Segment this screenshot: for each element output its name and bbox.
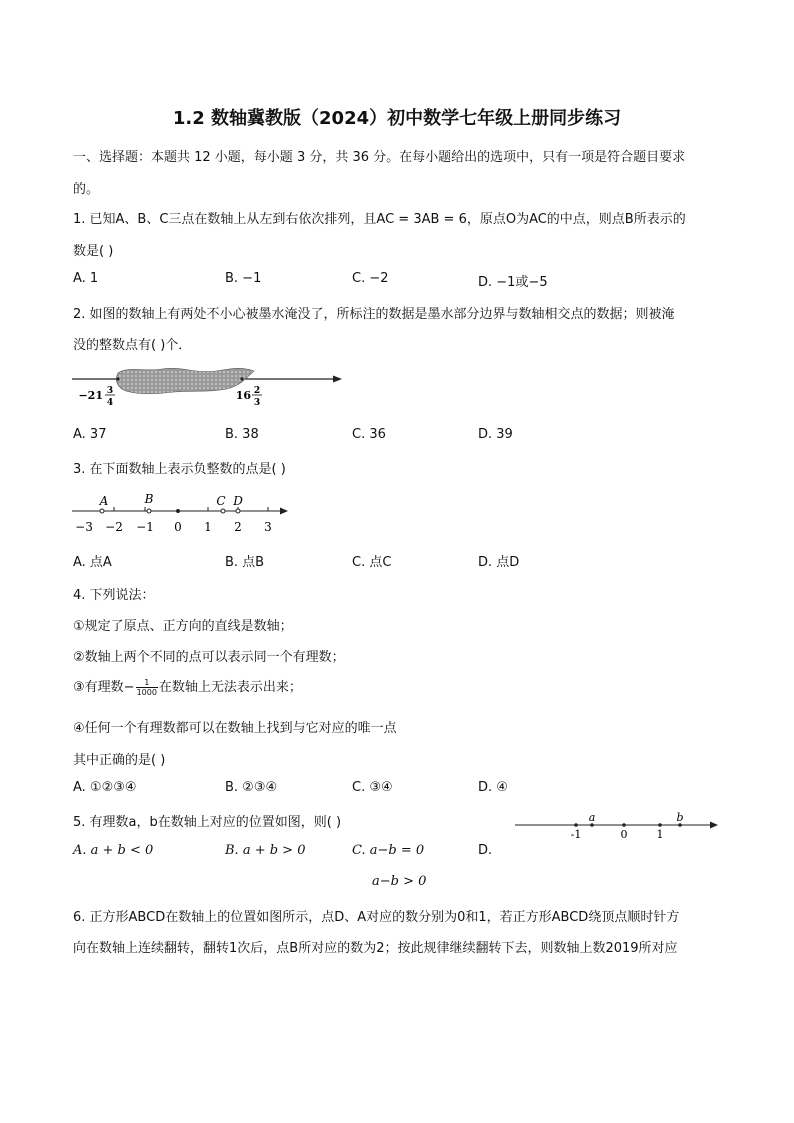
q1-stem-line-2: 数是( ) — [73, 244, 114, 259]
point-a-label: a — [588, 811, 596, 824]
left-label-num: 3 — [106, 386, 114, 396]
point-b-label: B — [144, 492, 154, 506]
q2-option-a[interactable]: A. 37 — [73, 427, 107, 442]
tick-neg1 — [574, 823, 578, 827]
q5-number-line-figure — [512, 810, 724, 842]
tick-label-neg3: −3 — [75, 520, 93, 534]
q2-option-c[interactable]: C. 36 — [352, 427, 386, 442]
left-label-den: 4 — [106, 398, 114, 408]
q3-number-line-figure — [70, 486, 295, 536]
q4-statement-1: ①规定了原点、正方向的直线是数轴； — [73, 619, 293, 634]
q5-option-a[interactable]: A. a + b < 0 — [73, 843, 154, 858]
point-a-label: A — [99, 494, 109, 508]
q6-stem-line-2: 向在数轴上连续翻转，翻转1次后，点B所对应的数为2；按此规律继续翻转下去，则数轴上数2019所对应 — [73, 941, 678, 956]
section-header-line-2: 的。 — [73, 182, 100, 197]
q4-statement-4: ④任何一个有理数都可以在数轴上找到与它对应的唯一点 — [73, 721, 397, 736]
point-d-label: D — [233, 494, 243, 508]
q5-option-d[interactable]: D. — [478, 843, 493, 858]
left-label-whole: −21 — [78, 389, 103, 402]
q5-option-d-text: a−b > 0 — [372, 874, 427, 889]
q1-option-d[interactable]: D. −1或−5 — [478, 275, 548, 290]
tick-label-neg2: −2 — [105, 520, 123, 534]
q4-statement-3 — [73, 676, 302, 697]
origin-point — [176, 509, 180, 513]
q4-option-b[interactable]: B. ②③④ — [225, 780, 278, 795]
right-boundary-point — [240, 377, 243, 380]
tick-label-2: 2 — [234, 520, 242, 534]
ink-blot — [116, 368, 254, 393]
tick-label-3: 3 — [264, 520, 272, 534]
tick-label-1: 1 — [204, 520, 212, 534]
q3-option-d[interactable]: D. 点D — [478, 555, 520, 570]
q2-stem-line-2: 没的整数点有( )个． — [73, 338, 192, 353]
tick-1 — [658, 823, 662, 827]
q2-number-line-figure — [70, 362, 350, 414]
q4-statement-2: ②数轴上两个不同的点可以表示同一个有理数； — [73, 650, 345, 665]
q5-stem-line-1: 5. 有理数a，b在数轴上对应的位置如图，则( ) — [73, 815, 342, 830]
point-a — [100, 509, 104, 513]
right-label-den: 3 — [253, 398, 261, 408]
q4-stem-line-1: 4. 下列说法： — [73, 588, 155, 603]
q1-option-a[interactable]: A. 1 — [73, 271, 99, 286]
fraction-one-thousandth: $\frac{1}{1000}$ — [136, 678, 157, 697]
q2-option-b[interactable]: B. 38 — [225, 427, 259, 442]
q1-stem-line-1: 1. 已知A、B、C三点在数轴上从左到右依次排列，且AC = 3AB = 6，原点O为AC的中点，则点B所表示的 — [73, 212, 686, 227]
tick-label-1: 1 — [656, 828, 664, 841]
tick-label-neg1: −1 — [136, 520, 154, 534]
q5-option-c[interactable]: C. a−b = 0 — [352, 843, 425, 858]
tick-label-0: 0 — [620, 828, 628, 841]
q2-stem-line-1: 2. 如图的数轴上有两处不小心被墨水淹没了，所标注的数据是墨水部分边界与数轴相交点的数据；则被淹 — [73, 307, 675, 322]
q6-stem-line-1: 6. 正方形ABCD在数轴上的位置如图所示，点D、A对应的数分别为0和1，若正方形ABCD绕顶点顺时针方 — [73, 910, 680, 925]
q1-option-c[interactable]: C. −2 — [352, 271, 389, 286]
tick-label-neg1: -1 — [570, 828, 582, 841]
q5-option-b[interactable]: B. a + b > 0 — [225, 843, 306, 858]
q3-option-b[interactable]: B. 点B — [225, 555, 265, 570]
q3-stem-line-1: 3. 在下面数轴上表示负整数的点是( ) — [73, 462, 286, 477]
axis-arrow — [710, 822, 718, 829]
point-b — [147, 509, 151, 513]
left-boundary-point — [116, 377, 119, 380]
section-header-line-1: 一、选择题：本题共 12 小题，每小题 3 分，共 36 分。在每小题给出的选项中，只有一项是符合题目要求 — [73, 150, 686, 165]
tick-label-0: 0 — [174, 520, 182, 534]
q4-option-a[interactable]: A. ①②③④ — [73, 780, 137, 795]
right-label-num: 2 — [253, 386, 261, 396]
point-c — [221, 509, 225, 513]
point-d — [236, 509, 240, 513]
q3-option-a[interactable]: A. 点A — [73, 555, 112, 570]
axis-arrow — [280, 508, 288, 515]
q4-prompt: 其中正确的是( ) — [73, 753, 166, 768]
page-title: 1.2 数轴冀教版（2024）初中数学七年级上册同步练习 — [172, 108, 622, 129]
q4-statement-3-post: 在数轴上无法表示出来； — [158, 680, 302, 695]
axis-arrow — [333, 376, 342, 383]
q1-option-b[interactable]: B. −1 — [225, 271, 262, 286]
point-c-label: C — [216, 494, 226, 508]
q4-option-d[interactable]: D. ④ — [478, 780, 508, 795]
q3-option-c[interactable]: C. 点C — [352, 555, 392, 570]
right-label-whole: 16 — [235, 389, 251, 402]
q4-option-c[interactable]: C. ③④ — [352, 780, 393, 795]
q2-option-d[interactable]: D. 39 — [478, 427, 513, 442]
tick-0 — [622, 823, 626, 827]
point-b-label: b — [676, 811, 684, 824]
q4-statement-3-pre: ③有理数− — [73, 680, 135, 695]
